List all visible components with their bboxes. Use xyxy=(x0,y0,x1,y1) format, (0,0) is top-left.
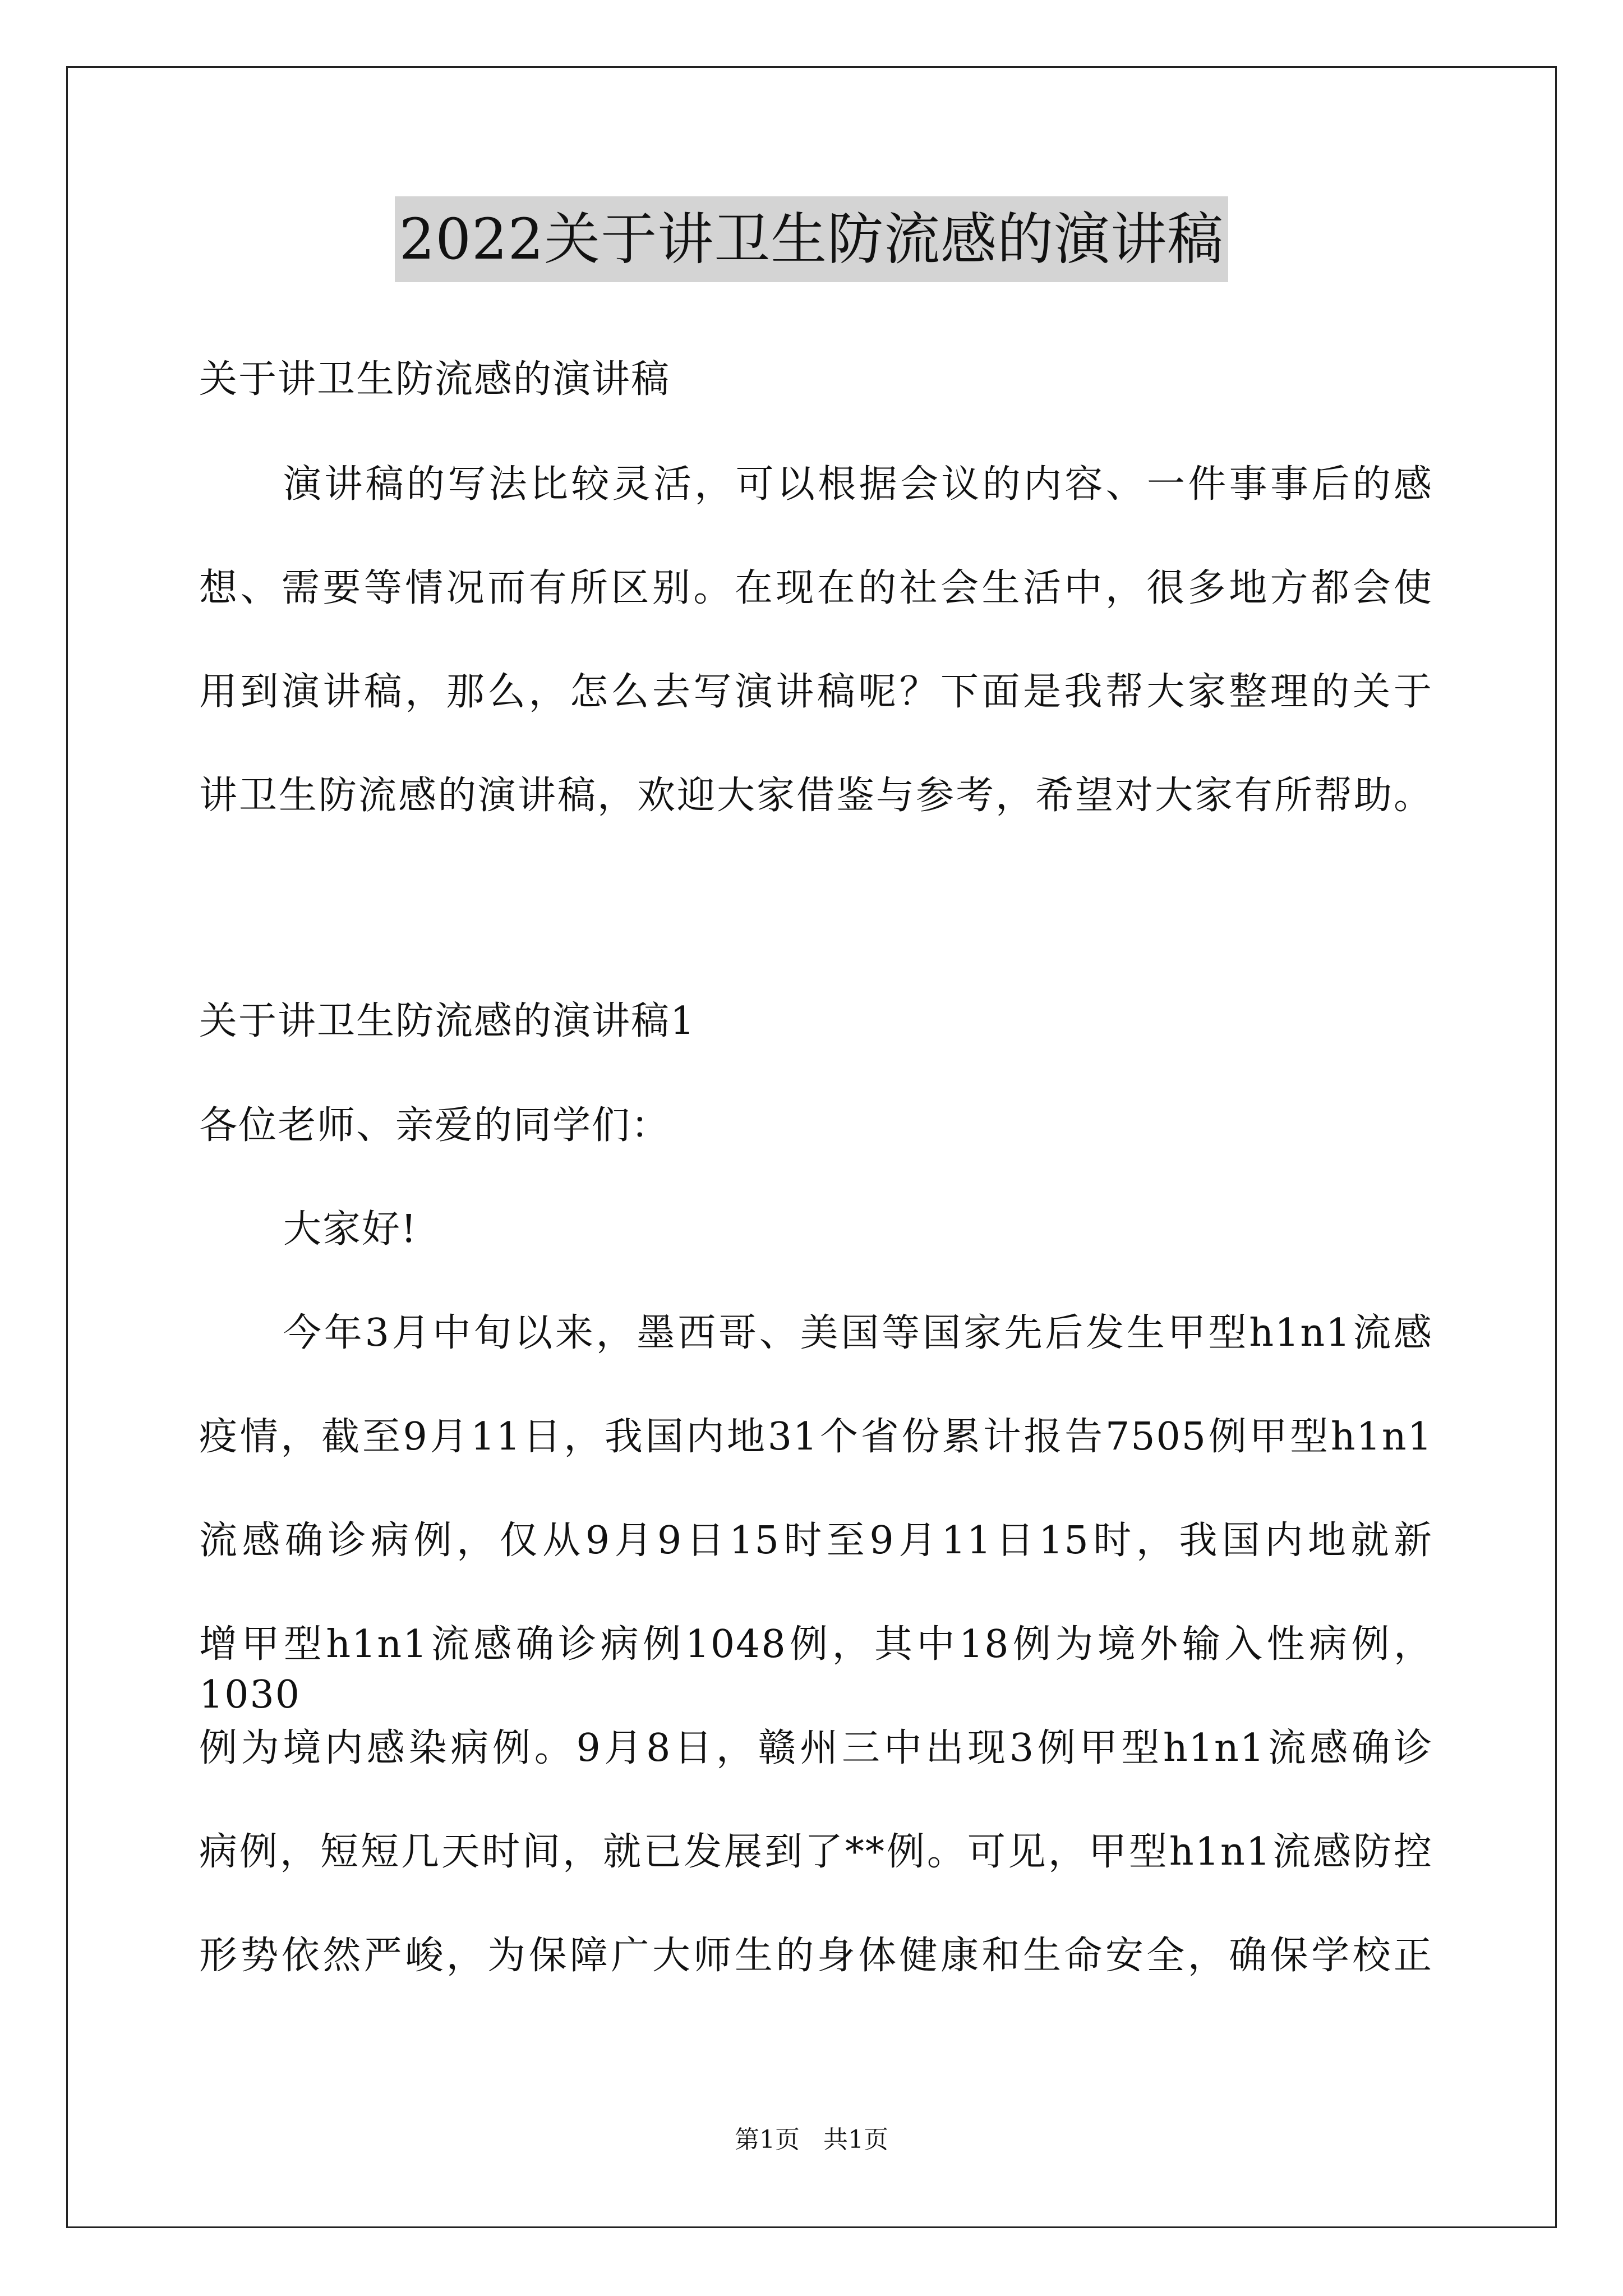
body-line-7: 形势依然严峻，为保障广大师生的身体健康和生命安全，确保学校正 xyxy=(199,1934,1433,1978)
document-subtitle: 关于讲卫生防流感的演讲稿 xyxy=(199,357,671,402)
intro-line-2: 想、需要等情况而有所区别。在现在的社会生活中，很多地方都会使 xyxy=(199,566,1433,610)
body-line-4: 增甲型h1n1流感确诊病例1048例，其中18例为境外输入性病例，1030 xyxy=(199,1622,1433,1717)
body-line-1: 今年3月中旬以来，墨西哥、美国等国家先后发生甲型h1n1流感 xyxy=(283,1311,1433,1355)
intro-line-3: 用到演讲稿，那么，怎么去写演讲稿呢？下面是我帮大家整理的关于 xyxy=(199,670,1433,714)
salutation: 各位老师、亲爱的同学们： xyxy=(199,1103,671,1148)
intro-line-4: 讲卫生防流感的演讲稿，欢迎大家借鉴与参考，希望对大家有所帮助。 xyxy=(199,774,1433,818)
title-container xyxy=(0,196,1623,282)
body-line-5: 例为境内感染病例。9月8日，赣州三中出现3例甲型h1n1流感确诊 xyxy=(199,1726,1433,1770)
body-line-2: 疫情，截至9月11日，我国内地31个省份累计报告7505例甲型h1n1 xyxy=(199,1415,1433,1459)
body-line-3: 流感确诊病例，仅从9月9日15时至9月11日15时，我国内地就新 xyxy=(199,1519,1433,1563)
section-heading: 关于讲卫生防流感的演讲稿1 xyxy=(199,999,696,1043)
document-title: 2022关于讲卫生防流感的演讲稿 xyxy=(395,196,1229,282)
page-footer: 第1页 共1页 xyxy=(735,2125,888,2154)
body-line-6: 病例，短短几天时间，就已发展到了**例。可见，甲型h1n1流感防控 xyxy=(199,1830,1433,1874)
intro-line-1: 演讲稿的写法比较灵活，可以根据会议的内容、一件事事后的感 xyxy=(283,462,1433,507)
greeting: 大家好! xyxy=(283,1207,418,1251)
